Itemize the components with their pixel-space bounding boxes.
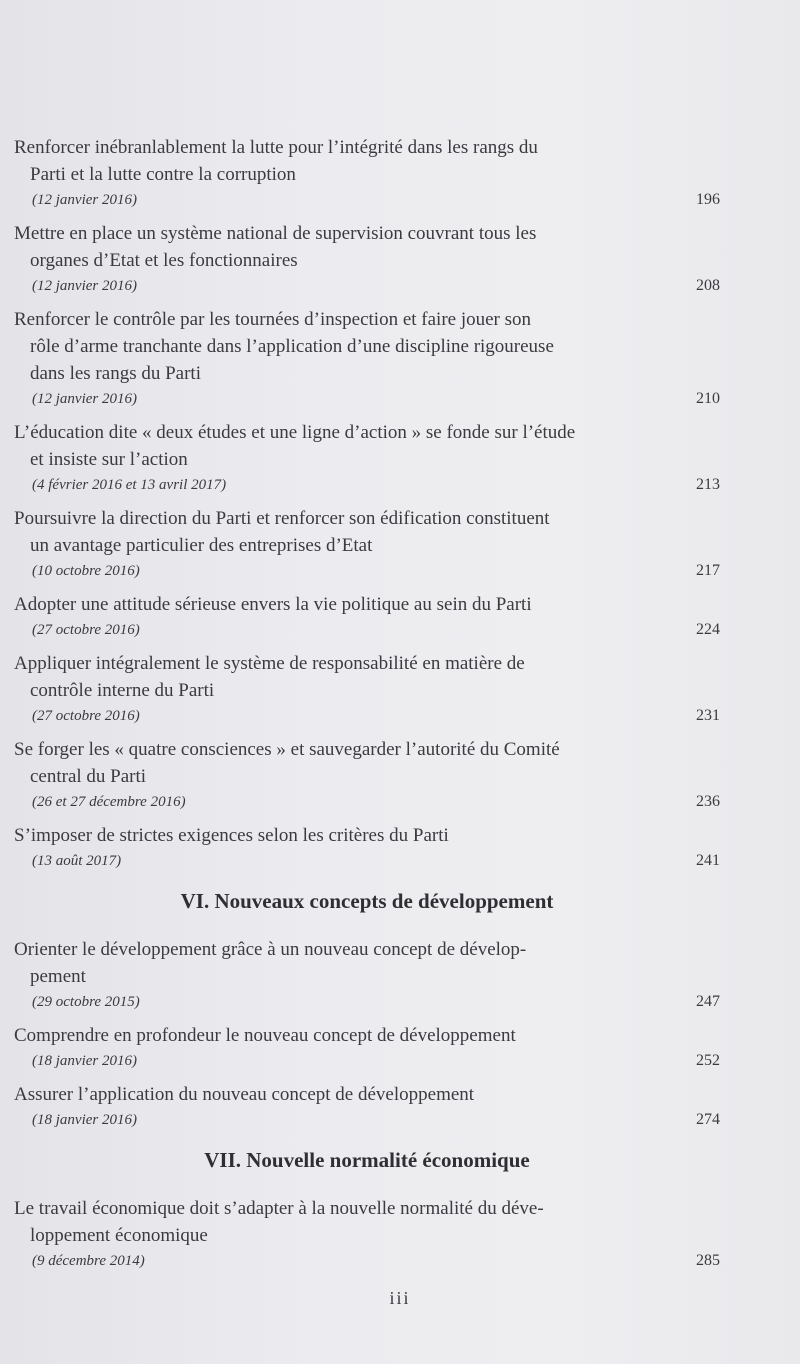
toc-entry-page: 196 [696,191,720,208]
toc-entry-date: (29 octobre 2015) [32,994,140,1010]
toc-entry [14,1195,720,1273]
toc-entry [14,822,720,873]
toc-entry-page: 241 [696,852,720,869]
toc-entry-date: (18 janvier 2016) [32,1112,137,1128]
toc-entry-date: (4 février 2016 et 13 avril 2017) [32,477,227,493]
toc-entry-page: 236 [696,793,720,810]
toc-entry-page: 252 [696,1052,720,1069]
toc-entry [14,936,720,1014]
toc-entry [14,650,720,728]
toc-entry-page: 217 [696,562,720,579]
toc-entry [14,220,720,298]
toc-entry-title: Renforcer le contrôle par les tournées d’inspection et faire jouer son rôle d’arme tranchante dans l’application d’une discipline rigoureuse dans les rangs du Parti [14,309,554,384]
toc-entry-title: Comprendre en profondeur le nouveau concept de développement [14,1025,516,1046]
toc-entry-title: Poursuivre la direction du Parti et renforcer son édification constituent un avantage particulier des entreprises d’Etat [14,508,550,556]
toc-entry [14,134,720,212]
toc-entry-title: Mettre en place un système national de supervision couvrant tous les organes d’Etat et les fonctionnaires [14,223,537,271]
toc-entry-page: 210 [696,390,720,407]
toc-entry-date: (27 octobre 2016) [32,708,140,724]
section-heading: VI. Nouveaux concepts de développement [180,889,554,913]
toc-entry-date: (9 décembre 2014) [32,1253,145,1269]
section-heading: VII. Nouvelle normalité économique [204,1148,530,1172]
table-of-contents [14,134,720,1281]
toc-entry-date: (18 janvier 2016) [32,1053,137,1069]
toc-entry-page: 274 [696,1111,720,1128]
toc-entry [14,1081,720,1132]
toc-entry-date: (12 janvier 2016) [32,391,137,407]
toc-entry-page: 285 [696,1252,720,1269]
toc-entry-title: Renforcer inébranlablement la lutte pour l’intégrité dans les rangs du Parti et la lutte contre la corruption [14,137,538,185]
toc-entry-date: (12 janvier 2016) [32,192,137,208]
toc-entry-title: S’imposer de strictes exigences selon les critères du Parti [14,825,449,846]
toc-entry [14,1022,720,1073]
toc-entry-title: Orienter le développement grâce à un nouveau concept de dévelop- pement [14,939,527,987]
toc-entry-page: 247 [696,993,720,1010]
toc-entry-page: 213 [696,476,720,493]
toc-entry-page: 224 [696,621,720,638]
toc-entry-title: Appliquer intégralement le système de responsabilité en matière de contrôle interne du Parti [14,653,525,701]
toc-entry-title: Le travail économique doit s’adapter à la nouvelle normalité du déve- loppement économique [14,1198,544,1246]
toc-entry [14,505,720,583]
toc-entry-title: L’éducation dite « deux études et une ligne d’action » se fonde sur l’étude et insiste sur l’action [14,422,576,470]
toc-entry-date: (27 octobre 2016) [32,622,140,638]
toc-entry-title: Adopter une attitude sérieuse envers la vie politique au sein du Parti [14,594,532,615]
toc-entry-date: (10 octobre 2016) [32,563,140,579]
toc-entry [14,736,720,814]
page-number: iii [389,1288,411,1308]
toc-entry-page: 231 [696,707,720,724]
toc-entry-title: Se forger les « quatre consciences » et sauvegarder l’autorité du Comité central du Parti [14,739,560,787]
toc-entry-date: (26 et 27 décembre 2016) [32,794,186,810]
toc-entry-date: (13 août 2017) [32,853,122,869]
toc-entry-page: 208 [696,277,720,294]
toc-entry [14,306,720,411]
toc-entry-title: Assurer l’application du nouveau concept de développement [14,1084,475,1105]
toc-entry [14,419,720,497]
toc-entry [14,591,720,642]
toc-entry-date: (12 janvier 2016) [32,278,137,294]
